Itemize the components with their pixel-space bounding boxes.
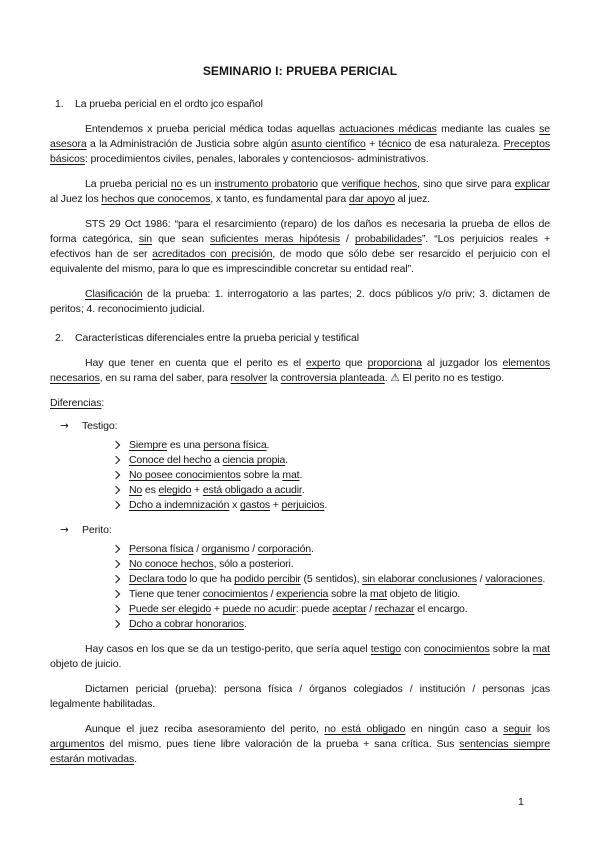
- testigo-bullet-list: [50, 438, 550, 513]
- testigo-item: [50, 419, 550, 434]
- document-title: SEMINARIO I: PRUEBA PERICIAL: [202, 64, 398, 78]
- list-item: [50, 572, 550, 587]
- list-item-text: Persona física / organismo / corporación.: [129, 543, 314, 555]
- chevron-bullet-icon: [112, 605, 120, 613]
- list-item-text: No posee conocimientos sobre la mat.: [129, 469, 303, 481]
- paragraph-dictamen: Dictamen pericial (prueba): persona física / órganos colegiados / institución / personas jcas legalmente habilitadas.: [50, 683, 550, 710]
- chevron-bullet-icon: [112, 501, 120, 509]
- section-1-number: 1.: [55, 98, 64, 110]
- paragraph-clasificacion: Clasificación de la prueba: 1. interrogatorio a las partes; 2. docs públicos y/o priv; 3. dictamen de peritos; 4. reconocimiento judicial.: [50, 288, 550, 315]
- chevron-bullet-icon: [112, 545, 120, 553]
- right-arrow-icon: →: [60, 524, 69, 536]
- list-item-text: Declara todo lo que ha podido percibir (5 sentidos), sin elaborar conclusiones / valoraciones.: [129, 573, 546, 585]
- perito-item: [50, 523, 550, 538]
- paragraph-testigo-perito: Hay casos en los que se da un testigo-perito, que sería aquel testigo con conocimientos sobre la mat objeto de juicio.: [50, 643, 550, 670]
- section-1-heading-text: La prueba pericial en el ordto jco español: [75, 98, 263, 110]
- chevron-bullet-icon: [112, 590, 120, 598]
- section-2-heading-text: Características diferenciales entre la prueba pericial y testifical: [75, 332, 359, 344]
- chevron-bullet-icon: [112, 560, 120, 568]
- chevron-bullet-icon: [112, 486, 120, 494]
- chevron-bullet-icon: [112, 456, 120, 464]
- testigo-item-label: Testigo:: [82, 420, 118, 432]
- right-arrow-icon: →: [60, 420, 69, 432]
- list-item-text: Conoce del hecho a ciencia propia.: [129, 454, 288, 466]
- chevron-bullet-icon: [112, 575, 120, 583]
- chevron-bullet-icon: [112, 441, 120, 449]
- page-number: 1: [518, 796, 524, 808]
- perito-item-label: Perito:: [82, 524, 112, 536]
- section-2-number: 2.: [55, 332, 64, 344]
- list-item: [50, 557, 550, 572]
- diferencias-label: Diferencias:: [50, 397, 105, 409]
- paragraph-definition: Entendemos x prueba pericial médica todas aquellas actuaciones médicas mediante las cuales se asesora a la Administración de Justicia sobre algún asunto científico + técnico de esa naturaleza. Preceptos básicos: procedimientos civiles, penales, laborales y contenciosos- administrativos.: [50, 123, 550, 165]
- list-item-text: No conoce hechos, sólo a posteriori.: [129, 558, 294, 570]
- paragraph-juez-valoracion: Aunque el juez reciba asesoramiento del perito, no está obligado en ningún caso a seguir los argumentos del mismo, pues tiene libre valoración de la prueba + sana crítica. Sus sentencias siempre estarán motivadas.: [50, 723, 550, 765]
- list-item: [50, 498, 550, 513]
- list-item: [50, 438, 550, 453]
- list-item: [50, 587, 550, 602]
- list-item-text: Siempre es una persona física.: [129, 439, 270, 451]
- paragraph-sts-1986: STS 29 Oct 1986: “para el resarcimiento (reparo) de los daños es necesaria la prueba de ellos de forma categórica, sin que sean suficientes meras hipótesis / probabilidades”. “Los perjuicios reales + efectivos han de ser acreditados con precisión, de modo que sólo debe ser resarcido el perjuicio con el equivalente del mismo, para lo que es imprescindible concretar su entidad real”.: [50, 218, 550, 275]
- list-item: [50, 542, 550, 557]
- list-item-text: No es elegido + está obligado a acudir.: [129, 484, 305, 496]
- paragraph-perito-experto: Hay que tener en cuenta que el perito es el experto que proporciona al juzgador los elementos necesarios, en su rama del saber, para resolver la controversia planteada. ⚠ El perito no es testigo.: [50, 357, 550, 384]
- list-item-text: Dcho a cobrar honorarios.: [129, 618, 247, 630]
- perito-bullet-list: [50, 542, 550, 632]
- list-item-text: Dcho a indemnización x gastos + perjuicios.: [129, 499, 328, 511]
- list-item-text: Tiene que tener conocimientos / experiencia sobre la mat objeto de litigio.: [129, 588, 461, 600]
- list-item: [50, 483, 550, 498]
- list-item-text: Puede ser elegido + puede no acudir: puede aceptar / rechazar el encargo.: [129, 603, 468, 615]
- chevron-bullet-icon: [112, 620, 120, 628]
- list-item: [50, 617, 550, 632]
- section-1-heading: [50, 97, 550, 112]
- section-2-heading: [50, 331, 550, 346]
- list-item: [50, 602, 550, 617]
- paragraph-purpose: La prueba pericial no es un instrumento probatorio que verifique hechos, sino que sirve para explicar al Juez los hechos que conocemos, x tanto, es fundamental para dar apoyo al juez.: [50, 178, 550, 205]
- chevron-bullet-icon: [112, 471, 120, 479]
- list-item: [50, 468, 550, 483]
- list-item: [50, 453, 550, 468]
